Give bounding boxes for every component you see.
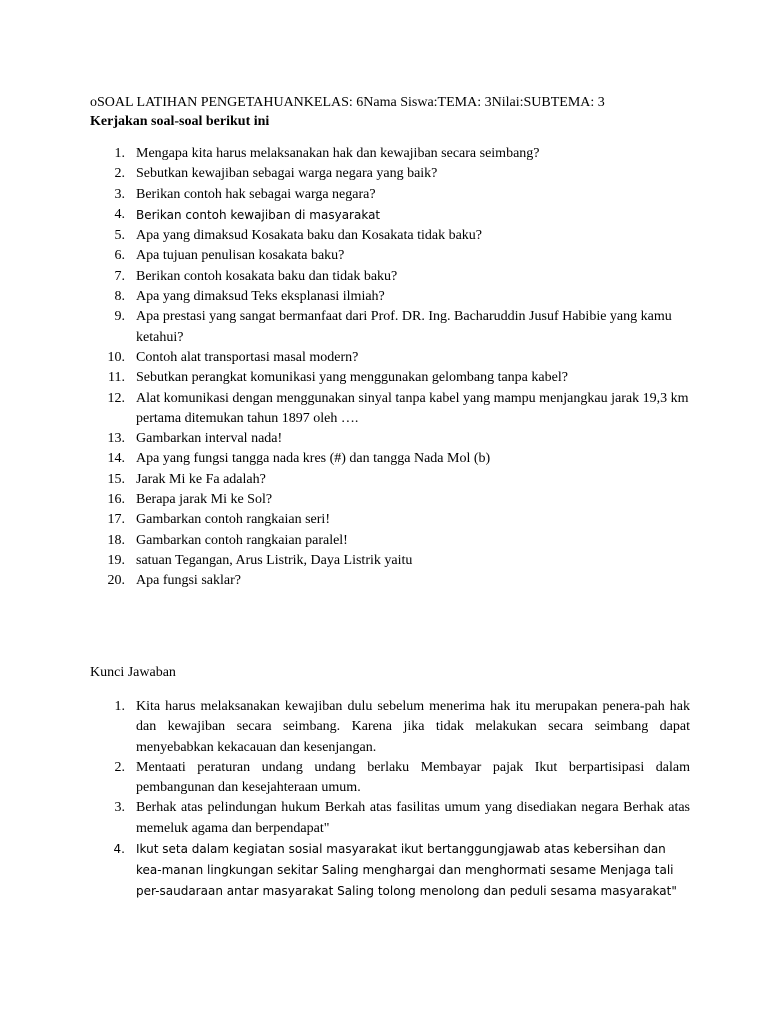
question-text: Alat komunikasi dengan menggunakan sinyal tanpa kabel yang mampu menjangkau jarak 19,3 km pertama ditemukan tahun 1897 oleh …. xyxy=(136,390,689,426)
question-text: Berikan contoh kosakata baku dan tidak baku? xyxy=(136,268,398,284)
question-item-11 xyxy=(90,368,690,388)
answer-number: 1. xyxy=(114,699,125,714)
question-item-20 xyxy=(90,571,690,591)
instruction-heading: Kerjakan soal-soal berikut ini xyxy=(90,114,270,129)
question-text: Berikan contoh kewajiban di masyarakat xyxy=(136,207,381,222)
question-list xyxy=(90,144,690,592)
question-number: 4. xyxy=(114,206,125,222)
question-number: 17. xyxy=(107,512,125,528)
question-number: 15. xyxy=(107,471,125,487)
question-number: 14. xyxy=(107,451,125,467)
question-item-13 xyxy=(90,429,690,449)
question-number: 20. xyxy=(107,573,125,589)
answer-item-1 xyxy=(90,697,690,758)
question-item-1 xyxy=(90,144,690,164)
question-item-8 xyxy=(90,287,690,307)
answer-item-4 xyxy=(90,839,690,902)
question-number: 6. xyxy=(114,248,125,264)
question-number: 9. xyxy=(114,309,125,325)
answer-number: 4. xyxy=(113,842,125,857)
question-text: Gambarkan contoh rangkaian seri! xyxy=(136,512,330,528)
answer-list xyxy=(90,697,690,902)
question-text: Apa tujuan penulisan kosakata baku? xyxy=(136,248,345,264)
question-text: Mengapa kita harus melaksanakan hak dan kewajiban secara seimbang? xyxy=(136,146,540,161)
question-number: 10. xyxy=(107,349,125,365)
question-text: Gambarkan contoh rangkaian paralel! xyxy=(136,532,348,548)
question-number: 2. xyxy=(114,166,125,182)
question-text: Apa fungsi saklar? xyxy=(136,573,241,589)
question-text: Jarak Mi ke Fa adalah? xyxy=(136,471,266,487)
question-text: Sebutkan perangkat komunikasi yang menggunakan gelombang tanpa kabel? xyxy=(136,370,568,386)
answer-text: Ikut seta dalam kegiatan sosial masyarakat ikut bertanggungjawab atas kebersihan dan kea-manan lingkungan sekitar Saling menghargai dan menghormati sesame Menjaga tali per-saudaraan antar masyarakat Saling tolong menolong dan peduli sesama masyarakat" xyxy=(136,842,677,899)
question-number: 5. xyxy=(114,228,125,244)
answer-number: 3. xyxy=(114,800,125,816)
question-number: 1. xyxy=(114,146,125,161)
page-title: oSOAL LATIHAN PENGETAHUANKELAS: 6Nama Siswa:TEMA: 3Nilai:SUBTEMA: 3 xyxy=(90,95,605,110)
question-item-5 xyxy=(90,226,690,246)
question-item-6 xyxy=(90,246,690,266)
question-item-16 xyxy=(90,490,690,510)
question-number: 8. xyxy=(114,289,125,305)
question-number: 7. xyxy=(114,268,125,284)
answer-item-2 xyxy=(90,758,690,799)
question-text: Apa yang dimaksud Kosakata baku dan Kosakata tidak baku? xyxy=(136,228,483,244)
question-item-18 xyxy=(90,531,690,551)
question-item-4 xyxy=(90,205,690,226)
question-text: Apa yang dimaksud Teks eksplanasi ilmiah? xyxy=(136,289,385,305)
answer-key-heading: Kunci Jawaban xyxy=(90,665,176,680)
answer-number: 2. xyxy=(114,759,125,775)
question-item-3 xyxy=(90,185,690,205)
answer-text: Mentaati peraturan undang undang berlaku Membayar pajak Ikut berpartisipasi dalam pembangunan dan kesejahteraan umum. xyxy=(136,759,690,796)
question-text: Apa yang fungsi tangga nada kres (#) dan tangga Nada Mol (b) xyxy=(136,451,491,467)
question-text: Berikan contoh hak sebagai warga negara? xyxy=(136,186,376,202)
question-item-2 xyxy=(90,164,690,184)
answer-item-3 xyxy=(90,798,690,839)
question-text: Sebutkan kewajiban sebagai warga negara yang baik? xyxy=(136,166,438,182)
question-text: Contoh alat transportasi masal modern? xyxy=(136,349,359,365)
question-item-15 xyxy=(90,470,690,490)
question-text: Berapa jarak Mi ke Sol? xyxy=(136,492,273,508)
question-number: 19. xyxy=(107,552,125,568)
answer-text: Kita harus melaksanakan kewajiban dulu sebelum menerima hak itu merupakan penera-pah hak dan kewajiban secara seimbang. Karena jika tidak melakukan secara seimbang dapat menyebabkan kekacauan dan kesenjangan. xyxy=(136,699,690,755)
question-item-10 xyxy=(90,348,690,368)
question-number: 13. xyxy=(107,431,125,447)
question-number: 3. xyxy=(114,186,125,202)
question-number: 18. xyxy=(107,532,125,548)
question-item-9 xyxy=(90,307,690,348)
question-item-14 xyxy=(90,449,690,469)
question-item-17 xyxy=(90,510,690,530)
question-text: Gambarkan interval nada! xyxy=(136,431,283,447)
question-text: Apa prestasi yang sangat bermanfaat dari Prof. DR. Ing. Bacharuddin Jusuf Habibie yang kamu ketahui? xyxy=(136,309,672,345)
question-number: 16. xyxy=(107,492,125,508)
question-number: 12. xyxy=(107,390,125,406)
answer-text: Berhak atas pelindungan hukum Berkah atas fasilitas umum yang disediakan negara Berhak atas memeluk agama dan berpendapat" xyxy=(136,800,690,836)
question-text: satuan Tegangan, Arus Listrik, Daya Listrik yaitu xyxy=(136,552,413,568)
question-item-19 xyxy=(90,551,690,571)
question-number: 11. xyxy=(108,370,125,386)
question-item-12 xyxy=(90,389,690,430)
question-item-7 xyxy=(90,267,690,287)
